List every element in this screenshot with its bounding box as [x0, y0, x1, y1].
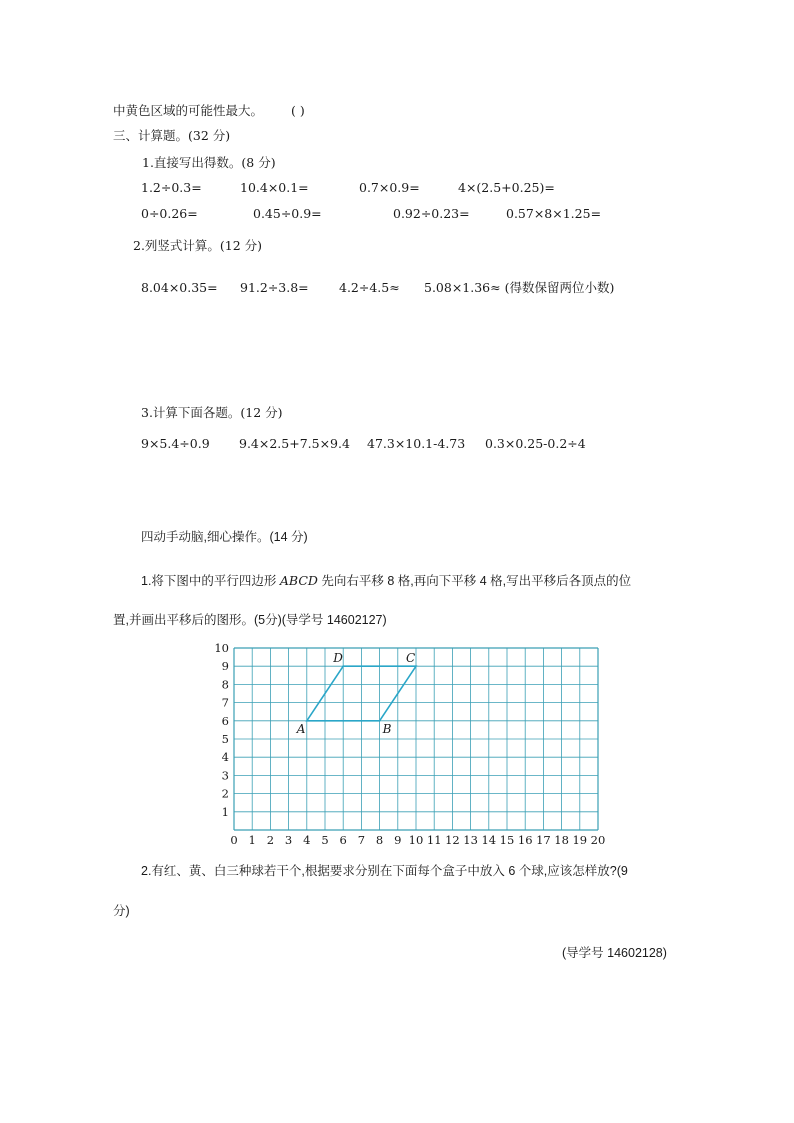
x-tick-label: 3: [284, 833, 293, 847]
question-3-title: 3.计算下面各题。(12 分): [141, 405, 283, 420]
question-1-title: 1.直接写出得数。(8 分): [142, 155, 276, 170]
q4-1-post: 先向右平移 8 格,再向下平移 4 格,写出平移后各顶点的位: [317, 574, 632, 588]
direct-calc-3: 0.7×0.9=: [359, 180, 420, 195]
y-tick-label: 8: [221, 677, 229, 692]
direct-calc-8: 0.57×8×1.25=: [506, 206, 602, 221]
guide-number: (导学号 14602128): [562, 946, 667, 960]
y-tick-label: 7: [221, 695, 229, 710]
expression-3: 47.3×10.1-4.73: [367, 436, 466, 451]
x-tick-label: 5: [321, 833, 329, 847]
x-tick-label: 0: [230, 833, 238, 847]
vertex-label-c: C: [406, 651, 416, 666]
direct-calc-6: 0.45÷0.9=: [253, 206, 322, 221]
x-tick-label: 1: [248, 833, 256, 847]
question-tail-text: [113, 103, 305, 119]
x-tick-label: 16: [517, 833, 533, 847]
x-tick-label: 18: [554, 833, 569, 847]
x-tick-label: 14: [481, 833, 497, 847]
direct-calc-7: 0.92÷0.23=: [393, 206, 470, 221]
x-tick-label: 8: [375, 833, 384, 847]
direct-calc-2: 10.4×0.1=: [240, 180, 309, 195]
vertex-label-d: D: [333, 651, 343, 666]
x-tick-label: 12: [445, 833, 460, 847]
x-tick-label: 11: [426, 833, 442, 847]
direct-calc-5: 0÷0.26=: [141, 206, 198, 221]
question-tail: 中黄色区域的可能性最大。: [113, 103, 264, 118]
x-tick-label: 17: [536, 833, 551, 847]
x-tick-label: 7: [357, 833, 366, 847]
direct-calc-1: 1.2÷0.3=: [141, 180, 202, 195]
expression-4: 0.3×0.25-0.2÷4: [485, 436, 586, 451]
vertical-calc-1: 8.04×0.35=: [141, 280, 218, 295]
section-3-heading: 三、计算题。(32 分): [113, 128, 231, 143]
y-tick-label: 6: [221, 713, 229, 728]
section-4-heading: 四动手动脑,细心操作。(14 分): [141, 530, 308, 544]
x-tick-label: 2: [266, 833, 275, 847]
y-tick-label: 5: [221, 732, 229, 746]
question-4-2-line-1: 2.有红、黄、白三种球若干个,根据要求分别在下面每个盒子中放入 6 个球,应该怎样放?(9: [141, 864, 628, 878]
y-tick-label: 10: [214, 641, 229, 655]
expression-2: 9.4×2.5+7.5×9.4: [239, 436, 350, 451]
question-4-1-line-1: [141, 573, 631, 589]
y-tick-label: 9: [221, 659, 229, 674]
coordinate-grid-svg: [210, 638, 610, 850]
coordinate-grid: [210, 638, 610, 850]
y-tick-label: 3: [221, 768, 229, 783]
q4-1-abcd: ABCD: [279, 573, 318, 588]
vertex-label-b: B: [382, 721, 392, 736]
question-4-2-line-2: 分): [113, 904, 130, 918]
answer-paren: ( ): [290, 103, 305, 118]
y-tick-label: 4: [221, 750, 229, 765]
vertical-calc-2: 91.2÷3.8=: [240, 280, 309, 295]
y-tick-label: 2: [221, 786, 229, 801]
expression-1: 9×5.4÷0.9: [141, 436, 210, 451]
question-2-title: 2.列竖式计算。(12 分): [133, 238, 263, 253]
x-tick-label: 13: [463, 833, 478, 847]
x-tick-label: 20: [590, 833, 606, 847]
x-tick-label: 10: [408, 833, 424, 847]
vertical-calc-3: 4.2÷4.5≈: [339, 280, 400, 295]
question-4-1-line-2: 置,并画出平移后的图形。(5分)(导学号 14602127): [113, 613, 387, 627]
vertex-label-a: A: [296, 721, 306, 736]
x-tick-label: 9: [394, 833, 402, 847]
y-tick-label: 1: [221, 804, 229, 819]
q4-1-pre: 1.将下图中的平行四边形: [141, 574, 280, 588]
x-tick-label: 15: [499, 833, 515, 847]
vertical-calc-4: 5.08×1.36≈ (得数保留两位小数): [424, 280, 615, 295]
direct-calc-4: 4×(2.5+0.25)=: [458, 180, 555, 195]
x-tick-label: 6: [339, 833, 347, 847]
x-tick-label: 4: [303, 833, 311, 847]
x-tick-label: 19: [572, 833, 588, 847]
